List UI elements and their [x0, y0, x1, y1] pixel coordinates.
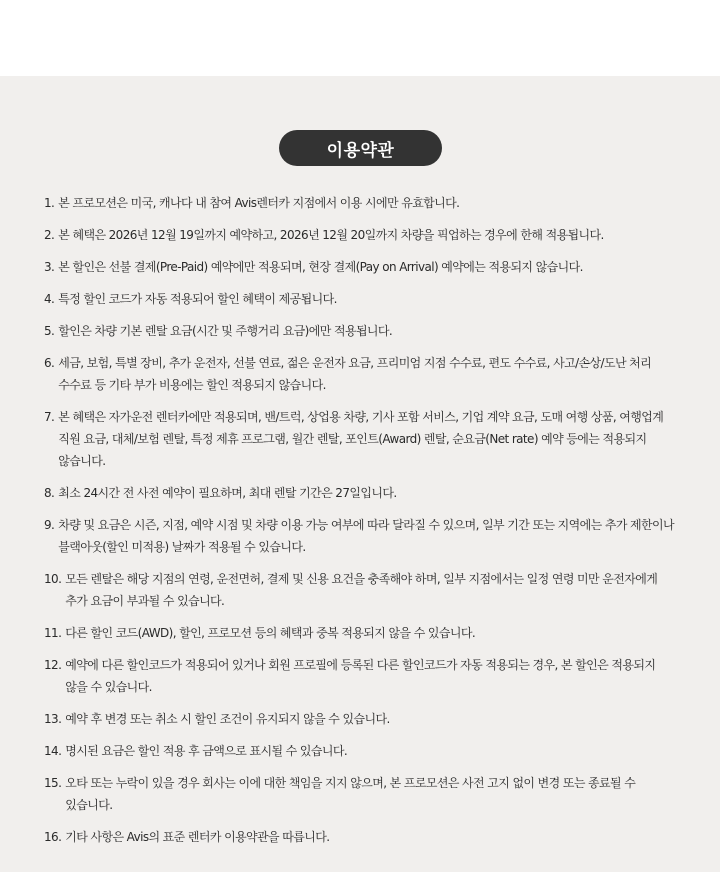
- term-number: 10.: [44, 572, 62, 586]
- term-text: 본 혜택은 2026년 12월 19일까지 예약하고, 2026년 12월 20일까지 차량을 픽업하는 경우에 한해 적용됩니다.: [58, 228, 604, 242]
- term-text: 명시된 요금은 할인 적용 후 금액으로 표시될 수 있습니다.: [65, 744, 348, 758]
- term-number: 3.: [44, 260, 55, 274]
- term-item-16: [44, 826, 680, 848]
- term-item-8: [44, 482, 680, 504]
- term-item-10: [44, 568, 680, 612]
- term-number: 2.: [44, 228, 55, 242]
- term-number: 11.: [44, 626, 62, 640]
- top-blank-area: [0, 0, 720, 76]
- term-text: 예약 후 변경 또는 취소 시 할인 조건이 유지되지 않을 수 있습니다.: [65, 712, 390, 726]
- term-number: 5.: [44, 324, 55, 338]
- term-number: 8.: [44, 486, 55, 500]
- term-number: 14.: [44, 744, 62, 758]
- term-item-2: [44, 224, 680, 246]
- term-item-3: [44, 256, 680, 278]
- terms-list: [44, 192, 680, 858]
- term-number: 7.: [44, 410, 55, 424]
- term-text: 최소 24시간 전 사전 예약이 필요하며, 최대 렌탈 기간은 27일입니다.: [58, 486, 397, 500]
- terms-section: [0, 76, 720, 872]
- term-number: 12.: [44, 658, 62, 672]
- term-item-5: [44, 320, 680, 342]
- term-item-1: [44, 192, 680, 214]
- term-text: 차량 및 요금은 시즌, 지점, 예약 시점 및 차량 이용 가능 여부에 따라 달라질 수 있으며, 일부 기간 또는 지역에는 추가 제한이나 블랙아웃(할인 미적용) 날짜가 적용될 수 있습니다.: [58, 518, 675, 554]
- term-text: 오타 또는 누락이 있을 경우 회사는 이에 대한 책임을 지지 않으며, 본 프로모션은 사전 고지 없이 변경 또는 종료될 수 있습니다.: [65, 776, 636, 812]
- term-item-4: [44, 288, 680, 310]
- term-text: 기타 사항은 Avis의 표준 렌터카 이용약관을 따릅니다.: [65, 830, 330, 844]
- term-item-15: [44, 772, 680, 816]
- term-number: 9.: [44, 518, 55, 532]
- term-item-9: [44, 514, 680, 558]
- term-number: 4.: [44, 292, 55, 306]
- term-text: 본 혜택은 자가운전 렌터카에만 적용되며, 밴/트럭, 상업용 차량, 기사 포함 서비스, 기업 계약 요금, 도매 여행 상품, 여행업계 직원 요금, 대체/보험 렌탈, 특정 제휴 프로그램, 월간 렌탈, 포인트(Award) 렌탈, 순요금(Net rate) 예약 등에는 적용되지 않습니다.: [58, 410, 664, 468]
- term-text: 본 프로모션은 미국, 캐나다 내 참여 Avis렌터카 지점에서 이용 시에만 유효합니다.: [58, 196, 460, 210]
- term-number: 15.: [44, 776, 62, 790]
- term-item-6: [44, 352, 680, 396]
- term-number: 1.: [44, 196, 55, 210]
- term-text: 세금, 보험, 특별 장비, 추가 운전자, 선불 연료, 젊은 운전자 요금, 프리미엄 지점 수수료, 편도 수수료, 사고/손상/도난 처리 수수료 등 기타 부가 비용에는 할인 적용되지 않습니다.: [58, 356, 652, 392]
- term-item-13: [44, 708, 680, 730]
- term-number: 13.: [44, 712, 62, 726]
- term-number: 6.: [44, 356, 55, 370]
- term-item-7: [44, 406, 680, 472]
- term-text: 예약에 다른 할인코드가 적용되어 있거나 회원 프로필에 등록된 다른 할인코드가 자동 적용되는 경우, 본 할인은 적용되지 않을 수 있습니다.: [65, 658, 656, 694]
- term-text: 특정 할인 코드가 자동 적용되어 할인 혜택이 제공됩니다.: [58, 292, 337, 306]
- term-text: 할인은 차량 기본 렌탈 요금(시간 및 주행거리 요금)에만 적용됩니다.: [58, 324, 393, 338]
- term-text: 다른 할인 코드(AWD), 할인, 프로모션 등의 혜택과 중복 적용되지 않을 수 있습니다.: [65, 626, 476, 640]
- term-item-11: [44, 622, 680, 644]
- term-text: 본 할인은 선불 결제(Pre-Paid) 예약에만 적용되며, 현장 결제(Pay on Arrival) 예약에는 적용되지 않습니다.: [58, 260, 583, 274]
- term-item-14: [44, 740, 680, 762]
- term-item-12: [44, 654, 680, 698]
- terms-title: 이용약관: [279, 130, 442, 166]
- term-number: 16.: [44, 830, 62, 844]
- term-text: 모든 렌탈은 해당 지점의 연령, 운전면허, 결제 및 신용 요건을 충족해야 하며, 일부 지점에서는 일정 연령 미만 운전자에게 추가 요금이 부과될 수 있습니다.: [65, 572, 658, 608]
